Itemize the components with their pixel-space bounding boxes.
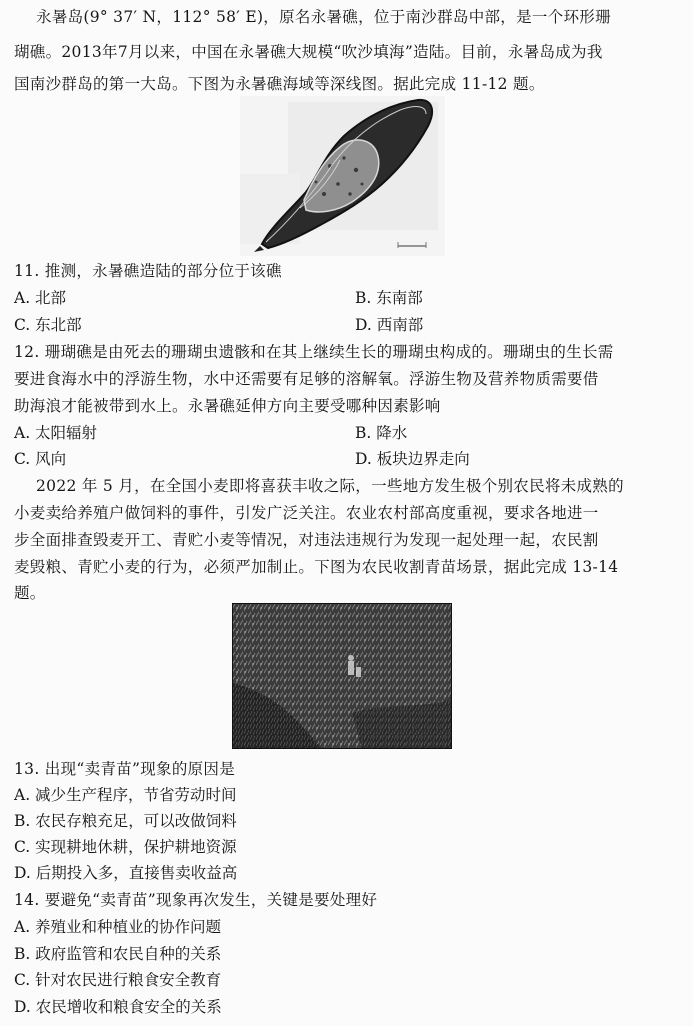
intro2-line-4: 麦毁粮、青贮小麦的行为，必须严加制止。下图为农民收割青苗场景，据此完成 13-14 xyxy=(14,558,619,576)
q12-option-a: A. 太阳辐射 xyxy=(14,424,98,442)
q14-option-d: D. 农民增收和粮食安全的关系 xyxy=(14,998,222,1016)
intro2-line-3: 步全面排查毁麦开工、青贮小麦等情况，对违法违规行为发现一起处理一起，农民割 xyxy=(14,531,599,549)
q11-option-c: C. 东北部 xyxy=(14,316,82,334)
q14-stem: 14. 要避免“卖青苗”现象再次发生，关键是要处理好 xyxy=(14,891,378,909)
q12-option-d: D. 板块边界走向 xyxy=(355,450,470,468)
q13-option-d: D. 后期投入多，直接售卖收益高 xyxy=(14,864,238,882)
q12-option-b: B. 降水 xyxy=(355,424,408,442)
q13-stem: 13. 出现“卖青苗”现象的原因是 xyxy=(14,760,236,778)
q11-stem: 11. 推测，永暑礁造陆的部分位于该礁 xyxy=(14,262,282,280)
q14-option-b: B. 政府监管和农民自种的关系 xyxy=(14,945,222,963)
intro1-line-1: 永暑岛(9° 37′ N，112° 58′ E)，原名永暑礁，位于南沙群岛中部，是一个环形珊 xyxy=(36,8,611,26)
intro2-line-1: 2022 年 5 月，在全国小麦即将喜获丰收之际，一些地方发生极个别农民将未成熟的 xyxy=(36,477,624,495)
intro1-line-3: 国南沙群岛的第一大岛。下图为永暑礁海域等深线图。据此完成 11-12 题。 xyxy=(14,75,545,93)
intro2-line-2: 小麦卖给养殖户做饲料的事件，引发广泛关注。农业农村部高度重视，要求各地进一 xyxy=(14,504,599,522)
q13-option-b: B. 农民存粮充足，可以改做饲料 xyxy=(14,812,237,830)
q14-option-c: C. 针对农民进行粮食安全教育 xyxy=(14,971,222,989)
wheat-harvest-photo xyxy=(232,603,452,749)
wheat-field-photo-icon xyxy=(232,603,452,749)
q12-stem-line-1: 12. 珊瑚礁是由死去的珊瑚虫遗骸和在其上继续生长的珊瑚虫构成的。珊瑚虫的生长需 xyxy=(14,343,614,361)
q11-option-b: B. 东南部 xyxy=(355,289,423,307)
q12-option-c: C. 风向 xyxy=(14,450,67,468)
q11-option-a: A. 北部 xyxy=(14,289,67,307)
q11-option-d: D. 西南部 xyxy=(355,316,424,334)
q13-option-a: A. 减少生产程序，节省劳动时间 xyxy=(14,786,237,804)
q12-stem-line-2: 要进食海水中的浮游生物，水中还需要有足够的溶解氧。浮游生物及营养物质需要借 xyxy=(14,370,599,388)
intro2-line-5: 题。 xyxy=(14,584,46,602)
intro1-line-2: 瑚礁。2013年7月以来，中国在永暑礁大规模“吹沙填海”造陆。目前，永暑岛成为我 xyxy=(14,43,603,61)
reef-depth-contour-map xyxy=(240,96,445,256)
reef-map-icon xyxy=(240,96,445,256)
q13-option-c: C. 实现耕地休耕，保护耕地资源 xyxy=(14,838,237,856)
q14-option-a: A. 养殖业和种植业的协作问题 xyxy=(14,918,222,936)
q12-stem-line-3: 助海浪才能被带到水上。永暑礁延伸方向主要受哪种因素影响 xyxy=(14,397,441,415)
